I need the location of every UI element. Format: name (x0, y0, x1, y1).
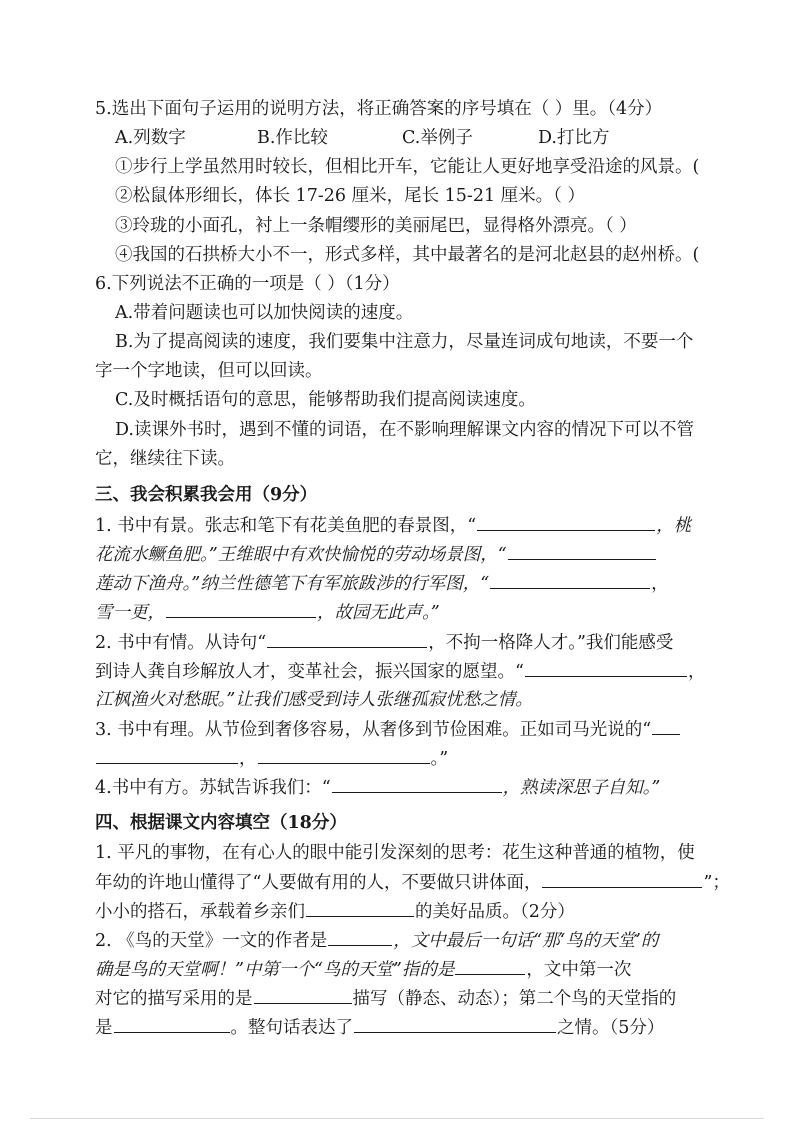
q5-option-a: A.列数字 (115, 128, 186, 148)
q5-item-4: ④我国的石拱桥大小不一，形式多样，其中最著名的是河北赵县的赵州桥。( (115, 245, 700, 265)
q6-option-b-line2: 字一个字地读，但可以回读。 (95, 361, 323, 381)
s3-p2-line1 (95, 631, 673, 654)
fill-blank[interactable] (508, 543, 656, 560)
s4-p2-text-h: 。整句话表达了 (230, 1018, 353, 1038)
fill-blank[interactable] (455, 958, 525, 975)
s4-p1-text-a: 年幼的许地山懂得了“人要做有用的人，不要做只讲体面， (95, 873, 542, 893)
s3-p1-text-b: ，桃 (656, 516, 692, 536)
s3-p1-text-f: 雪一更， (95, 603, 165, 623)
s4-p2-text-g: 是 (95, 1018, 113, 1038)
s4-p2-text-f: 描写（静态、动态）；第二个鸟的天堂指的 (352, 989, 677, 1009)
s3-p3-text-c: 。” (430, 749, 449, 769)
s4-p1-line2 (95, 871, 730, 894)
q6-option-a: A.带着问题读也可以加快阅读的速度。 (115, 303, 414, 323)
s3-p4-text-a: 4.书中有方。苏轼告诉我们：“ (95, 778, 331, 798)
s4-p2-text-d: ，文中第一次 (526, 960, 632, 980)
q5-item-2: ②松鼠体形细长，体长 17-26 厘米，尾长 15-21 厘米。（ ） (115, 186, 585, 206)
s3-p2-text-e: 江枫渔火对愁眠。”让我们感受到诗人张继孤寂忧愁之情。 (95, 690, 533, 710)
fill-blank[interactable] (96, 747, 238, 764)
fill-blank[interactable] (258, 747, 430, 764)
q5-item-3: ③玲珑的小面孔，衬上一条帽缨形的美丽尾巴，显得格外漂亮。（ ） (115, 216, 637, 236)
s3-p2-text-c: 到诗人龚自珍解放人才，变革社会，振兴国家的愿望。“ (95, 662, 524, 682)
s4-p2-line4 (95, 1016, 664, 1039)
q6-option-d-line2: 它，继续往下读。 (95, 449, 235, 469)
s4-p1-text-b: ”； (703, 873, 730, 893)
s3-p3-line2 (95, 747, 448, 770)
fill-blank[interactable] (332, 776, 502, 793)
s3-p1-line2 (95, 543, 657, 566)
fill-blank[interactable] (490, 572, 650, 589)
s4-p1-line3 (95, 900, 575, 923)
s4-p1-text-c: 小小的搭石，承载着乡亲们 (95, 902, 305, 922)
q6-stem: 6.下列说法不正确的一项是（ ）（1分） (95, 274, 400, 294)
fill-blank[interactable] (306, 900, 414, 917)
s4-p1-line1: 1. 平凡的事物，在有心人的眼中能引发深刻的思考：花生这种普通的植物，使 (95, 843, 695, 863)
fill-blank[interactable] (477, 514, 655, 531)
q6-option-c: C.及时概括语句的意思，能够帮助我们提高阅读速度。 (115, 390, 536, 410)
page-bottom-divider (30, 1118, 764, 1119)
fill-blank[interactable] (114, 1016, 230, 1033)
s4-p2-text-b: ，文中最后一句话“那‘鸟的天堂’的 (393, 931, 659, 951)
fill-blank[interactable] (328, 929, 392, 946)
fill-blank[interactable] (254, 987, 352, 1004)
s3-p1-line1 (95, 514, 691, 537)
q5-option-b: B.作比较 (257, 128, 328, 148)
s3-p4-text-b: ，熟读深思子自知。” (502, 778, 661, 798)
s3-p2-line3 (95, 689, 533, 711)
s3-p1-text-g: ，故园无此声。” (317, 603, 440, 623)
s4-p2-text-i: 之情。（5分） (557, 1018, 665, 1038)
s3-p1-line3 (95, 572, 669, 595)
fill-blank[interactable] (267, 631, 427, 648)
s4-p2-line1 (95, 929, 658, 952)
section-3-title: 三、我会积累我会用（9分） (95, 485, 318, 505)
s3-p2-text-b: ，不拘一格降人才。”我们能感受 (428, 633, 674, 653)
q5-option-c: C.举例子 (402, 128, 473, 148)
s4-p2-text-a: 2. 《鸟的天堂》一文的作者是 (95, 931, 328, 951)
fill-blank[interactable] (652, 718, 680, 735)
q5-stem: 5.选出下面句子运用的说明方法，将正确答案的序号填在（ ）里。（4分） (95, 99, 663, 119)
s3-p1-text-a: 1. 书中有景。张志和笔下有花美鱼肥的春景图，“ (95, 516, 477, 536)
fill-blank[interactable] (354, 1016, 556, 1033)
s4-p2-text-e: 对它的描写采用的是 (95, 989, 253, 1009)
q6-option-b-line1: B.为了提高阅读的速度，我们要集中注意力，尽量连词成句地读，不要一个 (115, 332, 694, 352)
q6-option-d-line1: D.读课外书时，遇到不懂的词语，在不影响理解课文内容的情况下可以不管 (115, 420, 694, 440)
fill-blank[interactable] (542, 871, 702, 888)
s4-p2-line3 (95, 987, 676, 1010)
s3-p3-text-a: 3. 书中有理。从节俭到奢侈容易，从奢侈到节俭困难。正如司马光说的“ (95, 720, 652, 740)
s3-p1-text-d: 莲动下渔舟。”纳兰性德笔下有军旅跋涉的行军图，“ (95, 574, 490, 594)
s4-p1-text-d: 的美好品质。（2分） (415, 902, 575, 922)
q5-option-d: D.打比方 (538, 128, 610, 148)
s3-p1-line4 (95, 601, 440, 624)
fill-blank[interactable] (166, 601, 316, 618)
q5-item-1: ①步行上学虽然用时较长，但相比开车，它能让人更好地享受沿途的风景。( (115, 157, 700, 177)
s4-p2-text-c: 确是鸟的天堂啊！”中第一个“鸟的天堂”指的是 (95, 960, 455, 980)
s3-p1-text-c: 花流水鳜鱼肥。”王维眼中有欢快愉悦的劳动场景图，“ (95, 545, 507, 565)
s3-p1-text-e: ， (651, 574, 669, 594)
s3-p4-line1 (95, 776, 660, 799)
section-4-title: 四、根据课文内容填空（18分） (95, 813, 347, 833)
s3-p2-text-a: 2. 书中有情。从诗句“ (95, 633, 267, 653)
s3-p3-text-b: ， (239, 749, 257, 769)
s3-p2-line2 (95, 660, 705, 683)
s4-p2-line2 (95, 958, 631, 981)
s3-p3-line1 (95, 718, 681, 741)
fill-blank[interactable] (525, 660, 687, 677)
s3-p2-text-d: ， (687, 662, 706, 682)
